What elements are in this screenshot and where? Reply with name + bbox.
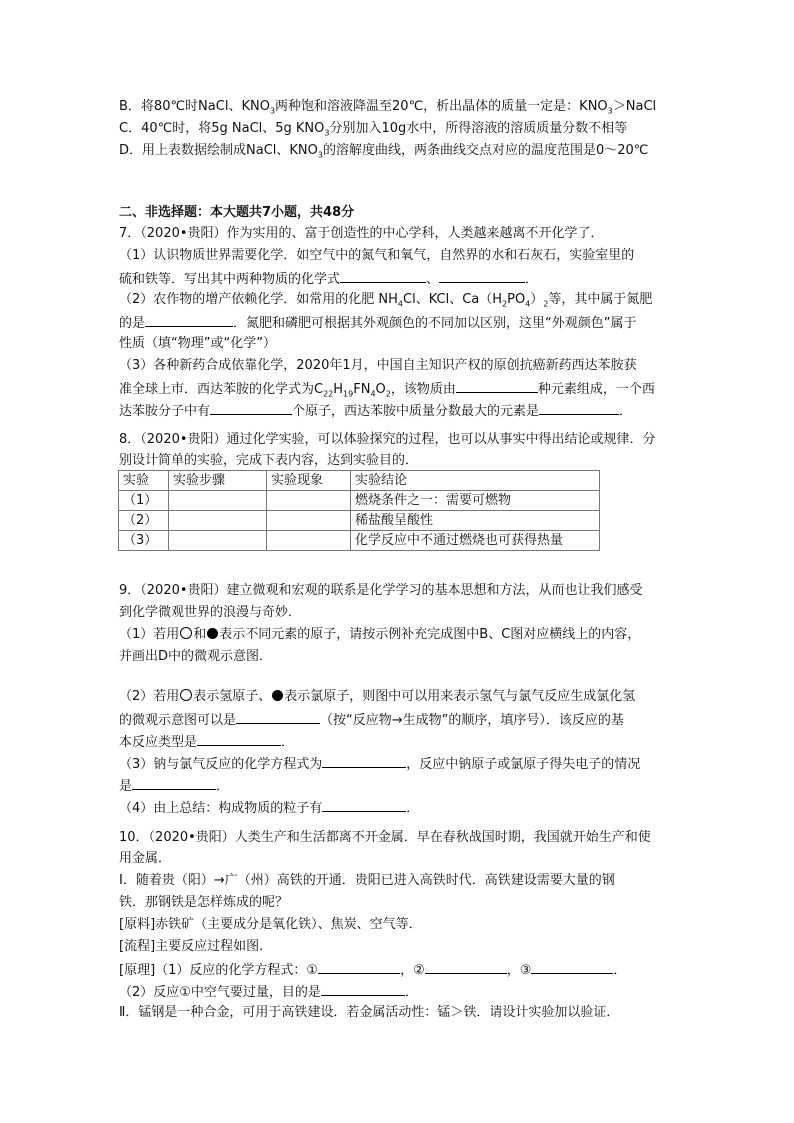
table-header-cell: 实验现象: [267, 471, 351, 491]
section-heading: 二、非选择题：本大题共7小题，共48分: [119, 205, 355, 220]
answer-blank[interactable]: [531, 961, 613, 974]
q10-line: Ⅱ．锰钢是一种合金，可用于高铁建设．若金属活动性：锰＞铁．请设计实验加以验证．: [119, 1005, 620, 1020]
answer-blank[interactable]: [456, 380, 538, 393]
q10-line: [原料]赤铁矿（主要成分是氧化铁）、焦炭、空气等．: [119, 917, 422, 932]
q7-line: 硫和铁等．写出其中两种物质的化学式 、 ．: [119, 272, 539, 287]
q7-line: （1）认识物质世界需要化学．如空气中的氮气和氧气，自然界的水和石灰石，实验室里的: [119, 248, 635, 263]
q9-line: （4）由上总结：构成物质的粒子有 ．: [119, 801, 420, 816]
q7-line: 7．（2020•贵阳）作为实用的、富于创造性的中心学科，人类越来越离不开化学了．: [119, 226, 604, 241]
answer-blank[interactable]: [439, 270, 525, 283]
option-d: D．用上表数据绘制成NaCl、$KNO_3$的溶解度曲线，两条曲线交点对应的温度范围是0～20℃: [119, 143, 649, 160]
table-cell: （3）: [119, 531, 169, 551]
q10-line: 铁．那钢铁是怎样炼成的呢？: [119, 895, 289, 910]
table-cell: 化学反应中不通过燃烧也可获得热量: [351, 531, 600, 551]
table-header-row: [119, 471, 600, 491]
answer-blank[interactable]: [132, 777, 216, 790]
q9-line: （2）若用 表示氢原子、 表示氯原子，则图中可以用来表示氢气与氯气反应生成氯化氢: [119, 689, 636, 704]
q9-line: 并画出D中的微观示意图．: [119, 649, 273, 664]
answer-blank[interactable]: [145, 314, 233, 327]
q9-line: 9．（2020•贵阳）建立微观和宏观的联系是化学学习的基本思想和方法，从而也让我们感受: [119, 583, 643, 598]
q7-line: 达苯胺分子中有 个原子，西达苯胺中质量分数最大的元素是 ．: [119, 404, 633, 419]
q9-line: 是 ．: [119, 779, 230, 794]
option-b: B．将80℃时NaCl、$KNO_3$两种饱和溶液降温至20℃，析出晶体的质量一定是：$KNO_3>NaCl$: [119, 99, 657, 116]
q10-line: [流程]主要反应过程如图．: [119, 939, 273, 954]
filled-circle-atom-icon: [207, 628, 218, 639]
table-cell-input[interactable]: [169, 531, 267, 551]
experiment-table: [118, 470, 600, 551]
q9-line: 的微观示意图可以是 （按“反应物→生成物”的顺序，填序号）．该反应的基: [119, 713, 624, 728]
q9-line: （3）钠与氯气反应的化学方程式为 ，反应中钠原子或氯原子得失电子的情况: [119, 757, 641, 772]
answer-blank[interactable]: [425, 961, 507, 974]
q10-line: [原理]（1）反应的化学方程式：① ，② ，③ ．: [119, 963, 627, 978]
table-cell-input[interactable]: [267, 531, 351, 551]
q7-line: 性质（填“物理”或“化学”）: [119, 336, 276, 351]
option-c: C．40℃时，将5g NaCl、5g $KNO_3$分别加入10g水中，所得溶液的溶质质量分数不相等: [119, 121, 628, 138]
answer-blank[interactable]: [322, 799, 406, 812]
table-cell: 稀盐酸呈酸性: [351, 511, 600, 531]
table-header-cell: 实验: [119, 471, 169, 491]
q10-line: Ⅰ．随着贵（阳）→广（州）高铁的开通．贵阳已进入高铁时代．高铁建设需要大量的钢: [119, 873, 615, 888]
q10-line: 10．（2020•贵阳）人类生产和生活都离不开金属．早在春秋战国时期，我国就开始生产和使: [119, 830, 651, 845]
table-row: [119, 531, 600, 551]
q9-line: 到化学微观世界的浪漫与奇妙．: [119, 605, 302, 620]
open-circle-atom-icon: [180, 689, 192, 701]
table-header-cell: 实验步骤: [169, 471, 267, 491]
table-row: [119, 491, 600, 511]
table-cell: （1）: [119, 491, 169, 511]
q7-line: 的是 ．氮肥和磷肥可根据其外观颜色的不同加以区别，这里“外观颜色”属于: [119, 316, 637, 331]
answer-blank[interactable]: [210, 402, 292, 415]
table-cell-input[interactable]: [169, 511, 267, 531]
q10-line: 用金属．: [119, 851, 172, 866]
q9-line: （1）若用 和 表示不同元素的原子，请按示例补充完成图中B、C图对应横线上的内容，: [119, 627, 641, 642]
q10-line: （2）反应①中空气要过量，目的是 ．: [119, 985, 418, 1000]
table-cell-input[interactable]: [267, 491, 351, 511]
table-header-cell: 实验结论: [351, 471, 600, 491]
table-cell: （2）: [119, 511, 169, 531]
table-cell-input[interactable]: [267, 511, 351, 531]
answer-blank[interactable]: [318, 961, 400, 974]
answer-blank[interactable]: [197, 733, 281, 746]
answer-blank[interactable]: [236, 711, 320, 724]
table-cell: 燃烧条件之一：需要可燃物: [351, 491, 600, 511]
table-cell-input[interactable]: [169, 491, 267, 511]
answer-blank[interactable]: [539, 402, 619, 415]
answer-blank[interactable]: [321, 983, 405, 996]
q9-line: 本反应类型是 ．: [119, 735, 295, 750]
answer-blank[interactable]: [322, 755, 406, 768]
q7-line: （2）农作物的增产依赖化学．如常用的化肥 $NH_4Cl$、KCl、$Ca(H_2PO_4)_2$等，其中属于氮肥: [119, 292, 653, 309]
q7-line: （3）各种新药合成依靠化学，2020年1月，中国自主知识产权的原创抗癌新药西达苯胺获: [119, 358, 637, 373]
q8-line: 8．（2020•贵阳）通过化学实验，可以体验探究的过程，也可以从事实中得出结论或规律．分: [119, 432, 656, 447]
table-row: [119, 511, 600, 531]
answer-blank[interactable]: [340, 270, 426, 283]
q7-line: 准全球上市．西达苯胺的化学式为$C_{22}H_{19}FN_4O_2$，该物质由 种元素组成，一个西: [119, 382, 655, 399]
q8-line: 别设计简单的实验，完成下表内容，达到实验目的．: [119, 453, 419, 468]
filled-circle-atom-icon: [272, 690, 283, 701]
open-circle-atom-icon: [180, 627, 192, 639]
